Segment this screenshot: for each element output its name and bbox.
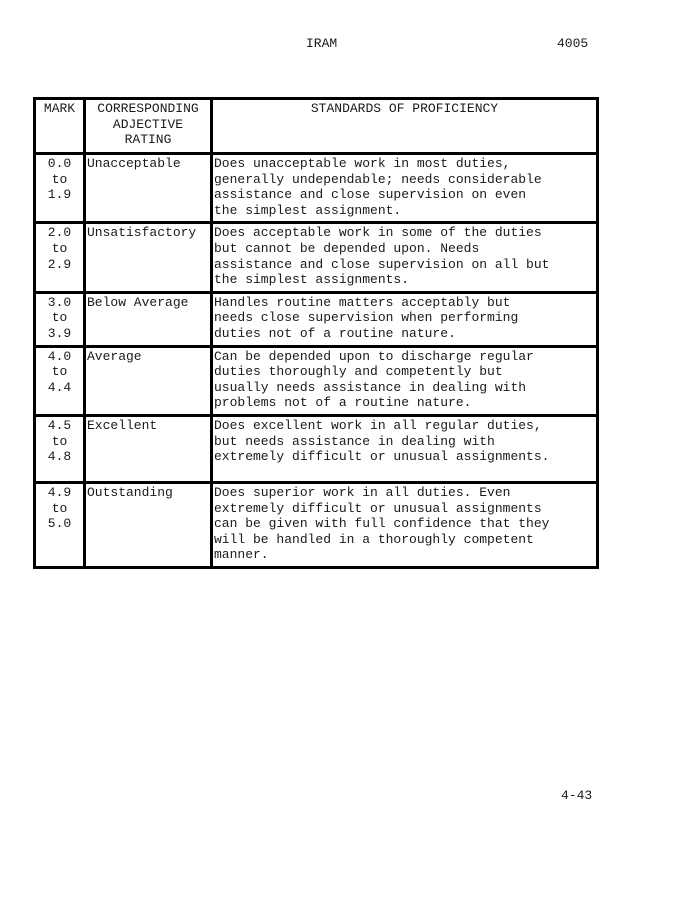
column-header-mark: MARK xyxy=(35,99,85,154)
adjective-rating-cell: Unsatisfactory xyxy=(85,223,212,292)
page-number: 4-43 xyxy=(561,788,593,803)
column-header-adjective-rating: CORRESPONDING ADJECTIVE RATING xyxy=(85,99,212,154)
mark-range-cell: 2.0 to 2.9 xyxy=(35,223,85,292)
mark-range-cell: 0.0 to 1.9 xyxy=(35,154,85,223)
standard-description-cell: Does unacceptable work in most duties, generally undependable; needs considerable assistance and close supervision on even the simplest assignment. xyxy=(212,154,598,223)
adjective-rating-cell: Outstanding xyxy=(85,482,212,567)
table-row xyxy=(35,482,598,567)
standard-description-cell: Can be depended upon to discharge regular duties thoroughly and competently but usually needs assistance in dealing with problems not of a routine nature. xyxy=(212,346,598,415)
table-header-row xyxy=(35,99,598,154)
adjective-rating-cell: Unacceptable xyxy=(85,154,212,223)
table-row xyxy=(35,154,598,223)
mark-range-cell: 4.9 to 5.0 xyxy=(35,482,85,567)
document-number: 4005 xyxy=(557,36,589,51)
column-header-standards: STANDARDS OF PROFICIENCY xyxy=(212,99,598,154)
document-title: IRAM xyxy=(306,36,338,51)
mark-range-cell: 3.0 to 3.9 xyxy=(35,292,85,346)
adjective-rating-cell: Excellent xyxy=(85,415,212,482)
adjective-rating-cell: Below Average xyxy=(85,292,212,346)
standard-description-cell: Does acceptable work in some of the duties but cannot be depended upon. Needs assistance and close supervision on all but the simplest assignments. xyxy=(212,223,598,292)
standard-description-cell: Does excellent work in all regular duties, but needs assistance in dealing with extremely difficult or unusual assignments. xyxy=(212,415,598,482)
table-row xyxy=(35,346,598,415)
table-row xyxy=(35,223,598,292)
table-row xyxy=(35,415,598,482)
table-row xyxy=(35,292,598,346)
mark-range-cell: 4.0 to 4.4 xyxy=(35,346,85,415)
mark-range-cell: 4.5 to 4.8 xyxy=(35,415,85,482)
adjective-rating-cell: Average xyxy=(85,346,212,415)
standard-description-cell: Does superior work in all duties. Even extremely difficult or unusual assignments can be given with full confidence that they will be handled in a thoroughly competent manner. xyxy=(212,482,598,567)
standard-description-cell: Handles routine matters acceptably but needs close supervision when performing duties not of a routine nature. xyxy=(212,292,598,346)
proficiency-table xyxy=(33,97,599,569)
